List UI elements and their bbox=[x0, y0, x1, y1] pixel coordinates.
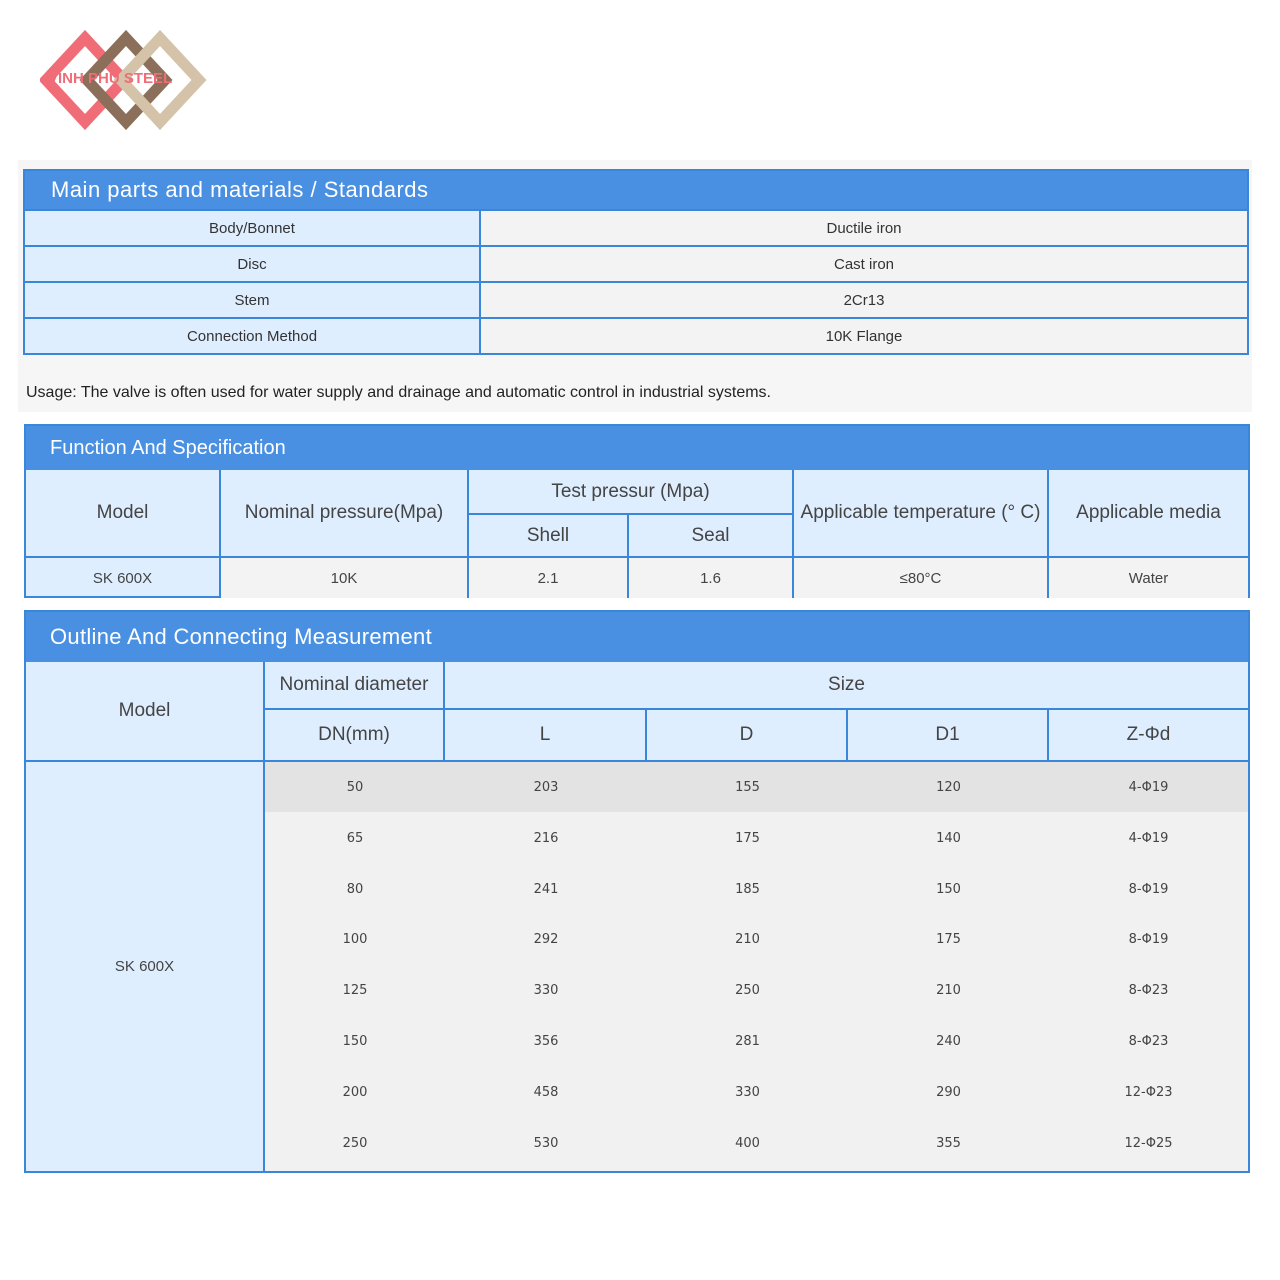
company-logo bbox=[40, 30, 210, 140]
shell-value: 2.1 bbox=[537, 569, 559, 587]
media-value: Water bbox=[1128, 569, 1169, 587]
d1-header: D1 bbox=[935, 724, 960, 745]
material-cell: 10K Flange bbox=[481, 319, 1247, 353]
dn-cell: 125 bbox=[342, 982, 368, 998]
model-header: Model bbox=[96, 502, 149, 523]
d1-cell: 210 bbox=[936, 982, 961, 998]
table-row bbox=[265, 914, 1248, 964]
function-spec-title: Function And Specification bbox=[26, 426, 1248, 470]
d1-cell: 175 bbox=[936, 931, 961, 947]
d-cell: 175 bbox=[735, 830, 760, 846]
table-row bbox=[25, 317, 1247, 353]
d1-cell: 150 bbox=[936, 881, 961, 897]
media-header: Applicable media bbox=[1076, 502, 1221, 523]
l-cell: 530 bbox=[533, 1135, 559, 1151]
dn-cell: 250 bbox=[342, 1135, 368, 1151]
shell-header: Shell bbox=[526, 524, 570, 546]
materials-table-title: Main parts and materials / Standards bbox=[25, 171, 1247, 209]
d1-cell: 120 bbox=[936, 779, 961, 795]
nominal-diameter-header: Nominal diameter bbox=[279, 674, 429, 695]
z-cell: 8-Φ19 bbox=[1128, 931, 1169, 947]
z-cell: 4-Φ19 bbox=[1128, 779, 1169, 795]
d-cell: 250 bbox=[735, 982, 760, 998]
table-row bbox=[25, 245, 1247, 281]
table-row bbox=[265, 965, 1248, 1015]
temperature-value: ≤80°C bbox=[899, 569, 942, 587]
model-header: Model bbox=[118, 700, 171, 721]
z-header: Z-Φd bbox=[1126, 724, 1171, 745]
materials-table bbox=[23, 169, 1249, 355]
material-cell: Cast iron bbox=[481, 247, 1247, 281]
d1-cell: 240 bbox=[936, 1033, 961, 1049]
l-cell: 458 bbox=[533, 1084, 559, 1100]
nominal-pressure-header: Nominal pressure(Mpa) bbox=[244, 502, 444, 523]
material-cell: Ductile iron bbox=[481, 211, 1247, 245]
test-pressure-header: Test pressur (Mpa) bbox=[551, 480, 710, 502]
z-cell: 12-Φ25 bbox=[1124, 1135, 1173, 1151]
dn-cell: 50 bbox=[346, 779, 364, 795]
l-cell: 241 bbox=[533, 881, 559, 897]
d-cell: 210 bbox=[735, 931, 760, 947]
d-cell: 155 bbox=[735, 779, 760, 795]
part-cell: Body/Bonnet bbox=[25, 211, 481, 245]
model-value: SK 600X bbox=[92, 569, 153, 587]
function-spec-table bbox=[24, 424, 1250, 598]
l-cell: 216 bbox=[533, 830, 559, 846]
l-cell: 292 bbox=[533, 931, 559, 947]
dn-cell: 65 bbox=[346, 830, 364, 846]
d1-cell: 290 bbox=[936, 1084, 961, 1100]
dn-cell: 100 bbox=[342, 931, 368, 947]
part-cell: Disc bbox=[25, 247, 481, 281]
material-cell: 2Cr13 bbox=[481, 283, 1247, 317]
measurement-table-title: Outline And Connecting Measurement bbox=[26, 612, 1248, 662]
usage-text: Usage: The valve is often used for water supply and drainage and automatic control in industrial systems. bbox=[26, 384, 771, 401]
z-cell: 4-Φ19 bbox=[1128, 830, 1169, 846]
d1-cell: 355 bbox=[936, 1135, 961, 1151]
table-row bbox=[25, 209, 1247, 245]
d-cell: 330 bbox=[735, 1084, 760, 1100]
z-cell: 8-Φ23 bbox=[1128, 1033, 1169, 1049]
d-cell: 281 bbox=[735, 1033, 760, 1049]
z-cell: 8-Φ19 bbox=[1128, 881, 1169, 897]
dn-cell: 80 bbox=[346, 881, 364, 897]
z-cell: 8-Φ23 bbox=[1128, 982, 1169, 998]
table-row bbox=[265, 762, 1248, 812]
dn-header: DN(mm) bbox=[318, 724, 390, 745]
size-header: Size bbox=[828, 674, 865, 695]
table-row bbox=[265, 1118, 1248, 1168]
measurement-rows bbox=[265, 762, 1248, 1171]
l-cell: 330 bbox=[533, 982, 559, 998]
part-cell: Stem bbox=[25, 283, 481, 317]
dn-cell: 150 bbox=[342, 1033, 368, 1049]
table-row bbox=[265, 864, 1248, 914]
d-cell: 400 bbox=[735, 1135, 760, 1151]
table-row bbox=[25, 281, 1247, 317]
part-cell: Connection Method bbox=[25, 319, 481, 353]
logo-text: VINH PHU STEEL bbox=[48, 70, 173, 87]
seal-header: Seal bbox=[691, 524, 730, 546]
table-row bbox=[265, 813, 1248, 863]
measurement-table bbox=[24, 610, 1250, 1173]
l-cell: 356 bbox=[533, 1033, 559, 1049]
table-row bbox=[265, 1067, 1248, 1117]
table-row bbox=[265, 1016, 1248, 1066]
nominal-pressure-value: 10K bbox=[330, 569, 358, 587]
seal-value: 1.6 bbox=[700, 569, 721, 587]
d1-cell: 140 bbox=[936, 830, 961, 846]
model-value: SK 600X bbox=[114, 958, 175, 975]
l-cell: 203 bbox=[533, 779, 559, 795]
z-cell: 12-Φ23 bbox=[1124, 1084, 1173, 1100]
dn-cell: 200 bbox=[342, 1084, 368, 1100]
l-header: L bbox=[539, 724, 551, 745]
d-cell: 185 bbox=[735, 881, 760, 897]
temperature-header: Applicable temperature (° C) bbox=[800, 502, 1041, 523]
d-header: D bbox=[739, 724, 754, 745]
